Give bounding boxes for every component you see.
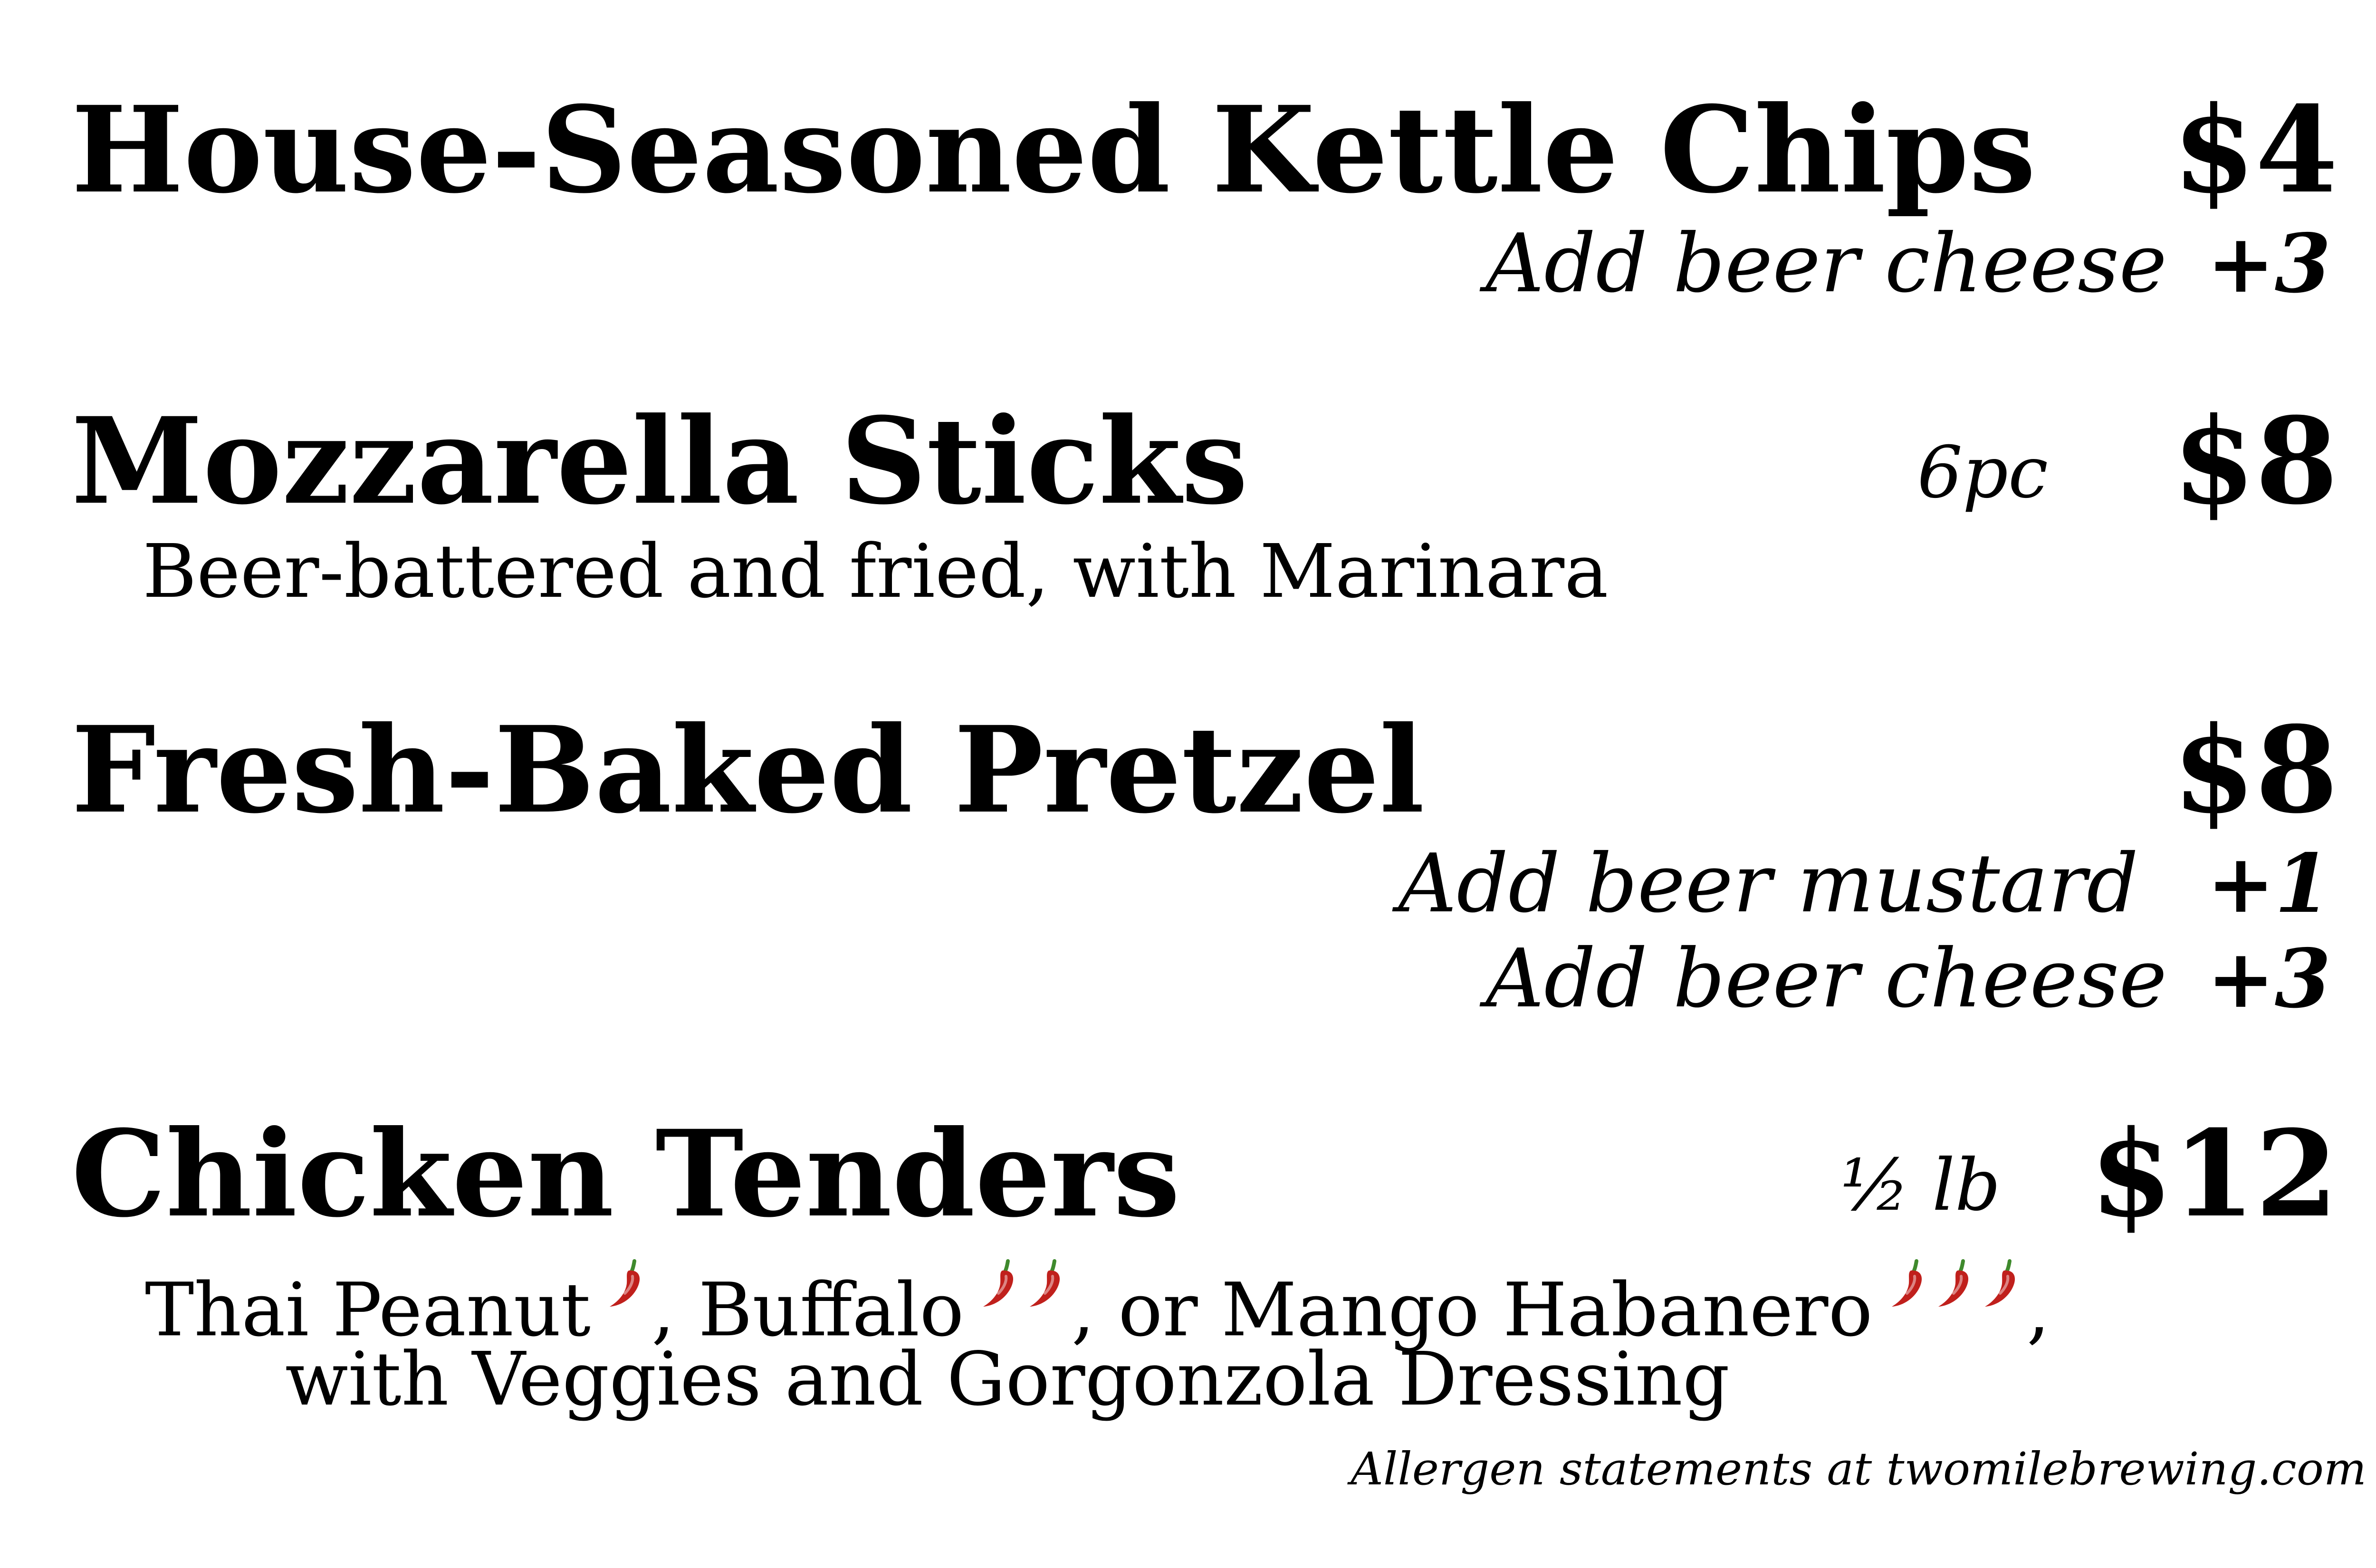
- item-price-kettle-chips: $4: [2173, 80, 2338, 220]
- chili-pepper-icon: [1025, 1257, 1068, 1310]
- item-price-pretzel: $8: [2173, 700, 2338, 840]
- item-description-chicken-tenders: with Veggies and Gorgonzola Dressing: [285, 1336, 1730, 1422]
- item-price-mozzarella-sticks: $8: [2173, 391, 2338, 531]
- addon-price-beer-cheese: +3: [2207, 216, 2331, 311]
- item-title-mozzarella-sticks: Mozzarella Sticks: [71, 391, 1248, 531]
- flavor-buffalo: Buffalo: [698, 1267, 964, 1353]
- item-quantity-mozzarella-sticks: 6pc: [1917, 431, 2048, 514]
- addon-price-beer-cheese: +3: [2207, 931, 2331, 1026]
- addon-label-beer-cheese: Add beer cheese: [1485, 217, 2167, 311]
- item-title-chicken-tenders: Chicken Tenders: [71, 1104, 1180, 1243]
- flavor-mango-habanero: Mango Habanero: [1221, 1267, 1873, 1353]
- chili-pepper-icon: [978, 1257, 1021, 1310]
- item-description-mozzarella-sticks: Beer-battered and fried, with Marinara: [143, 528, 1609, 614]
- flavor-separator: , or: [1071, 1267, 1221, 1353]
- pepper-icon: [605, 1247, 651, 1321]
- pepper-icon: [978, 1247, 1072, 1321]
- chili-pepper-icon: [1887, 1257, 1930, 1310]
- allergen-footer: Allergen statements at twomilebrewing.com: [1351, 1443, 2366, 1495]
- addon-price-beer-mustard: +1: [2207, 836, 2331, 931]
- pepper-icon: [1887, 1247, 2027, 1321]
- item-title-pretzel: Fresh-Baked Pretzel: [71, 700, 1425, 840]
- item-title-kettle-chips: House-Seasoned Kettle Chips: [71, 80, 2036, 220]
- addon-label-beer-mustard: Add beer mustard: [1398, 837, 2138, 931]
- flavor-separator: ,: [2026, 1267, 2050, 1353]
- addon-label-beer-cheese: Add beer cheese: [1485, 932, 2167, 1026]
- flavor-thai-peanut: Thai Peanut: [145, 1267, 591, 1353]
- chili-pepper-icon: [1934, 1257, 1976, 1310]
- chili-pepper-icon: [605, 1257, 648, 1310]
- flavor-separator: ,: [651, 1267, 699, 1353]
- item-price-chicken-tenders: $12: [2090, 1104, 2338, 1243]
- chili-pepper-icon: [1980, 1257, 2023, 1310]
- flavor-list: [145, 1247, 2050, 1353]
- item-quantity-chicken-tenders: ½ lb: [1840, 1144, 2001, 1227]
